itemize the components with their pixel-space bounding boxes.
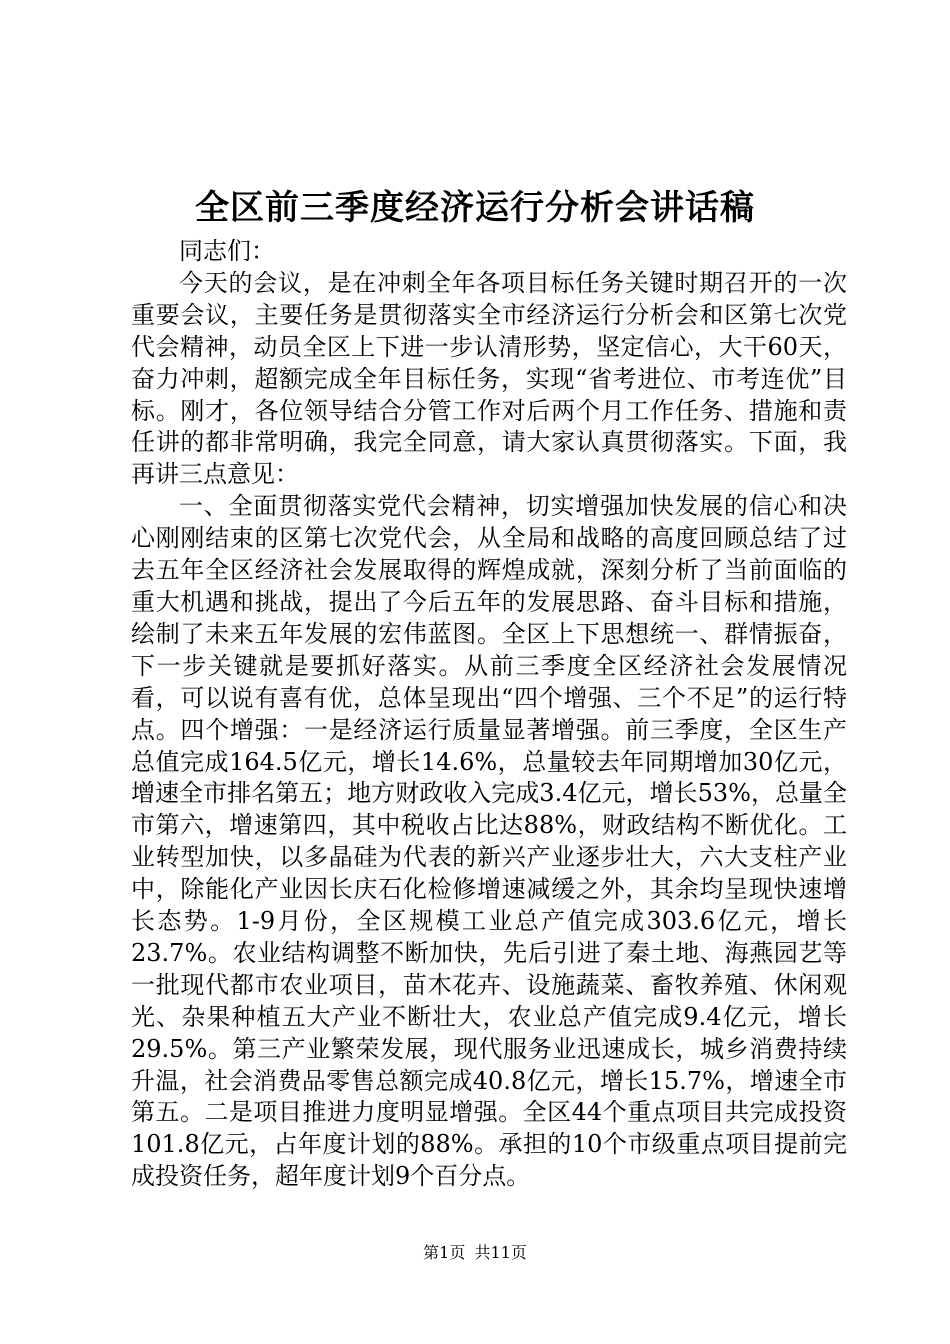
page-footer bbox=[0, 1242, 950, 1264]
page-number: 第1页 bbox=[423, 1243, 466, 1262]
paragraph: 一、全面贯彻落实党代会精神，切实增强加快发展的信心和决心刚刚结束的区第七次党代会，从全局和战略的高度回顾总结了过去五年全区经济社会发展取得的辉煌成就，深刻分析了当前面临的重大机遇和挑战，提出了今后五年的发展思路、奋斗目标和措施，绘制了未来五年发展的宏伟蓝图。全区上下思想统一、群情振奋，下一步关键就是要抓好落实。从前三季度全区经济社会发展情况看，可以说有喜有优，总体呈现出“四个增强、三个不足”的运行特点。四个增强：一是经济运行质量显著增强。前三季度，全区生产总值完成164.5亿元，增长14.6%，总量较去年同期增加30亿元，增速全市排名第五；地方财政收入完成3.4亿元，增长53%，总量全市第六，增速第四，其中税收占比达88%，财政结构不断优化。工业转型加快，以多晶硅为代表的新兴产业逐步壮大，六大支柱产业中，除能化产业因长庆石化检修增速减缓之外，其余均呈现快速增长态势。1-9月份，全区规模工业总产值完成303.6亿元，增长23.7%。农业结构调整不断加快，先后引进了秦土地、海燕园艺等一批现代都市农业项目，苗木花卉、设施蔬菜、畜牧养殖、休闲观光、杂果种植五大产业不断壮大，农业总产值完成9.4亿元，增长29.5%。第三产业繁荣发展，现代服务业迅速成长，城乡消费持续升温，社会消费品零售总额完成40.8亿元，增长15.7%，增速全市第五。二是项目推进力度明显增强。全区44个重点项目共完成投资101.8亿元，占年度计划的88%。承担的10个市级重点项目提前完成投资任务，超年度计划9个百分点。 bbox=[131, 492, 847, 1191]
salutation: 同志们： bbox=[179, 237, 275, 265]
document-title: 全区前三季度经济运行分析会讲话稿 bbox=[195, 188, 755, 228]
paragraph: 今天的会议，是在冲刺全年各项目标任务关键时期召开的一次重要会议，主要任务是贯彻落实全市经济运行分析会和区第七次党代会精神，动员全区上下进一步认清形势，坚定信心，大干60天，奋力冲刺，超额完成全年目标任务，实现“省考进位、市考连优”目标。刚才，各位领导结合分管工作对后两个月工作任务、措施和责任讲的都非常明确，我完全同意，请大家认真贯彻落实。下面，我再讲三点意见： bbox=[131, 268, 847, 489]
document-body bbox=[131, 236, 847, 1193]
page-total: 共11页 bbox=[474, 1243, 527, 1262]
